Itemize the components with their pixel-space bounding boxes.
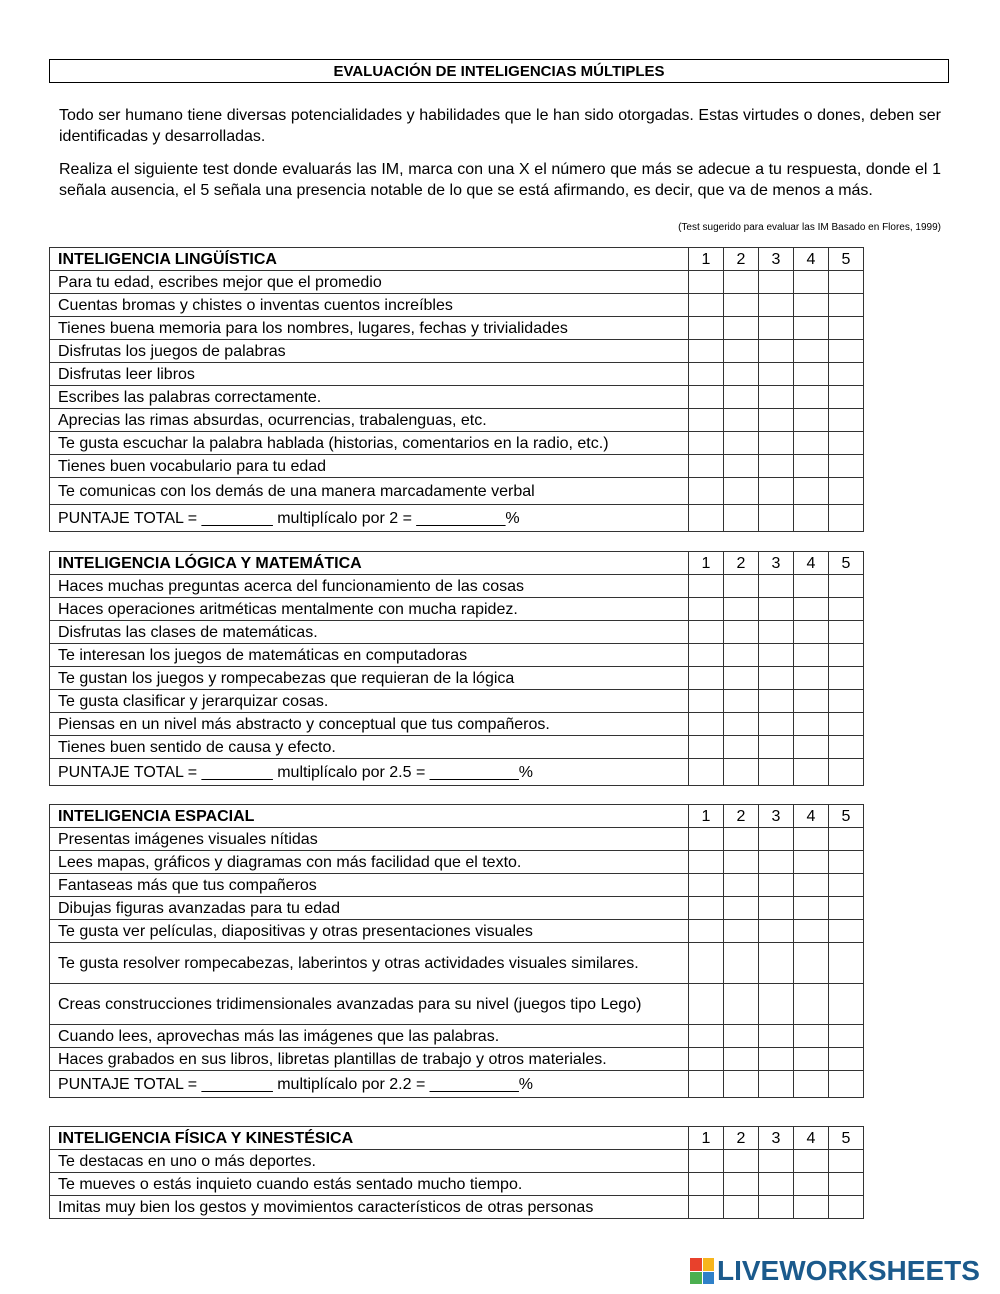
score-cell-5[interactable]: [829, 984, 864, 1025]
question-row: [50, 713, 864, 736]
score-cell-5[interactable]: [829, 920, 864, 943]
score-cell-2[interactable]: [724, 621, 759, 644]
score-cell-3[interactable]: [759, 363, 794, 386]
score-cell-5[interactable]: [829, 736, 864, 759]
table-logica-matematica: [49, 551, 864, 786]
question-row: [50, 478, 864, 505]
score-cell-1[interactable]: [689, 621, 724, 644]
score-cell-3[interactable]: [759, 455, 794, 478]
score-cell-1[interactable]: [689, 409, 724, 432]
section-title: INTELIGENCIA LINGÜÍSTICA: [50, 248, 689, 271]
question-text: Te gusta resolver rompecabezas, laberintos y otras actividades visuales similares.: [50, 943, 689, 984]
score-cell-2[interactable]: [724, 271, 759, 294]
score-cell-5[interactable]: [829, 317, 864, 340]
question-row: [50, 1173, 864, 1196]
score-cell-4[interactable]: [794, 1196, 829, 1219]
question-row: [50, 828, 864, 851]
score-cell-1[interactable]: [689, 713, 724, 736]
score-cell-1[interactable]: [689, 828, 724, 851]
score-cell-2[interactable]: [724, 294, 759, 317]
total-score-text[interactable]: PUNTAJE TOTAL = ________ multiplícalo por 2 = __________%: [50, 505, 689, 532]
empty-cell: [689, 1071, 724, 1098]
score-cell-4[interactable]: [794, 920, 829, 943]
logo-text: LIVEWORKSHEETS: [717, 1255, 980, 1286]
score-cell-3[interactable]: [759, 828, 794, 851]
score-cell-4[interactable]: [794, 478, 829, 505]
score-cell-1[interactable]: [689, 1150, 724, 1173]
score-cell-1[interactable]: [689, 690, 724, 713]
scale-header-3: 3: [759, 248, 794, 271]
total-score-text[interactable]: PUNTAJE TOTAL = ________ multiplícalo por 2.2 = __________%: [50, 1071, 689, 1098]
question-text: Creas construcciones tridimensionales avanzadas para su nivel (juegos tipo Lego): [50, 984, 689, 1025]
score-cell-1[interactable]: [689, 736, 724, 759]
question-row: [50, 874, 864, 897]
question-row: [50, 363, 864, 386]
score-cell-2[interactable]: [724, 317, 759, 340]
score-cell-4[interactable]: [794, 1150, 829, 1173]
table-fisica-kinestesica: [49, 1126, 864, 1219]
question-row: [50, 575, 864, 598]
score-cell-3[interactable]: [759, 575, 794, 598]
empty-cell: [689, 505, 724, 532]
scale-header-2: 2: [724, 552, 759, 575]
score-cell-2[interactable]: [724, 1150, 759, 1173]
question-text: Haces grabados en sus libros, libretas plantillas de trabajo y otros materiales.: [50, 1048, 689, 1071]
scale-header-4: 4: [794, 805, 829, 828]
score-cell-5[interactable]: [829, 271, 864, 294]
score-cell-2[interactable]: [724, 984, 759, 1025]
empty-cell: [724, 1071, 759, 1098]
score-cell-3[interactable]: [759, 317, 794, 340]
score-cell-2[interactable]: [724, 1048, 759, 1071]
question-row: [50, 920, 864, 943]
empty-cell: [794, 505, 829, 532]
question-text: Dibujas figuras avanzadas para tu edad: [50, 897, 689, 920]
score-cell-1[interactable]: [689, 851, 724, 874]
score-cell-5[interactable]: [829, 1025, 864, 1048]
score-cell-4[interactable]: [794, 317, 829, 340]
score-cell-2[interactable]: [724, 455, 759, 478]
score-cell-4[interactable]: [794, 294, 829, 317]
question-text: Te mueves o estás inquieto cuando estás sentado mucho tiempo.: [50, 1173, 689, 1196]
question-row: [50, 340, 864, 363]
score-cell-2[interactable]: [724, 644, 759, 667]
score-cell-4[interactable]: [794, 363, 829, 386]
score-cell-3[interactable]: [759, 736, 794, 759]
score-cell-5[interactable]: [829, 575, 864, 598]
score-cell-4[interactable]: [794, 690, 829, 713]
score-cell-2[interactable]: [724, 736, 759, 759]
question-text: Para tu edad, escribes mejor que el promedio: [50, 271, 689, 294]
score-cell-3[interactable]: [759, 1196, 794, 1219]
score-cell-1[interactable]: [689, 984, 724, 1025]
score-cell-1[interactable]: [689, 386, 724, 409]
score-cell-5[interactable]: [829, 690, 864, 713]
score-cell-2[interactable]: [724, 1196, 759, 1219]
empty-cell: [829, 505, 864, 532]
score-cell-2[interactable]: [724, 575, 759, 598]
question-row: [50, 943, 864, 984]
score-cell-4[interactable]: [794, 455, 829, 478]
score-cell-5[interactable]: [829, 1150, 864, 1173]
score-cell-4[interactable]: [794, 598, 829, 621]
section-title: INTELIGENCIA LÓGICA Y MATEMÁTICA: [50, 552, 689, 575]
empty-cell: [794, 759, 829, 786]
score-cell-3[interactable]: [759, 340, 794, 363]
question-text: Te gusta ver películas, diapositivas y otras presentaciones visuales: [50, 920, 689, 943]
question-text: Fantaseas más que tus compañeros: [50, 874, 689, 897]
question-text: Disfrutas las clases de matemáticas.: [50, 621, 689, 644]
score-cell-4[interactable]: [794, 713, 829, 736]
score-cell-4[interactable]: [794, 1173, 829, 1196]
score-cell-1[interactable]: [689, 1048, 724, 1071]
empty-cell: [759, 1071, 794, 1098]
score-cell-4[interactable]: [794, 736, 829, 759]
question-row: [50, 1196, 864, 1219]
score-cell-1[interactable]: [689, 1025, 724, 1048]
question-text: Disfrutas los juegos de palabras: [50, 340, 689, 363]
scale-header-3: 3: [759, 1127, 794, 1150]
score-cell-2[interactable]: [724, 598, 759, 621]
scale-header-3: 3: [759, 805, 794, 828]
scale-header-5: 5: [829, 1127, 864, 1150]
intro-paragraph-2: Realiza el siguiente test donde evaluarás las IM, marca con una X el número que más se adecue a tu respuesta, donde el 1 señala ausencia, el 5 señala una presencia notable de lo que se está afirmando, es decir, que va de menos a más.: [59, 161, 941, 199]
score-cell-4[interactable]: [794, 874, 829, 897]
score-cell-1[interactable]: [689, 943, 724, 984]
score-cell-3[interactable]: [759, 409, 794, 432]
question-text: Escribes las palabras correctamente.: [50, 386, 689, 409]
score-cell-4[interactable]: [794, 340, 829, 363]
score-cell-3[interactable]: [759, 874, 794, 897]
question-row: [50, 984, 864, 1025]
score-cell-2[interactable]: [724, 667, 759, 690]
scale-header-3: 3: [759, 552, 794, 575]
question-text: Haces muchas preguntas acerca del funcionamiento de las cosas: [50, 575, 689, 598]
score-cell-5[interactable]: [829, 432, 864, 455]
score-cell-3[interactable]: [759, 621, 794, 644]
question-text: Cuentas bromas y chistes o inventas cuentos increíbles: [50, 294, 689, 317]
logo-square: [703, 1272, 715, 1285]
score-cell-4[interactable]: [794, 409, 829, 432]
score-cell-5[interactable]: [829, 294, 864, 317]
empty-cell: [724, 505, 759, 532]
question-text: Piensas en un nivel más abstracto y conceptual que tus compañeros.: [50, 713, 689, 736]
empty-cell: [759, 505, 794, 532]
score-cell-3[interactable]: [759, 1173, 794, 1196]
logo-square: [690, 1272, 702, 1285]
scale-header-5: 5: [829, 248, 864, 271]
scale-header-4: 4: [794, 1127, 829, 1150]
score-cell-5[interactable]: [829, 644, 864, 667]
score-cell-4[interactable]: [794, 271, 829, 294]
score-cell-3[interactable]: [759, 294, 794, 317]
score-cell-5[interactable]: [829, 897, 864, 920]
table-espacial: [49, 804, 864, 1098]
score-cell-1[interactable]: [689, 874, 724, 897]
question-text: Presentas imágenes visuales nítidas: [50, 828, 689, 851]
score-cell-2[interactable]: [724, 920, 759, 943]
section-title: INTELIGENCIA FÍSICA Y KINESTÉSICA: [50, 1127, 689, 1150]
empty-cell: [689, 759, 724, 786]
score-cell-3[interactable]: [759, 1150, 794, 1173]
score-cell-3[interactable]: [759, 713, 794, 736]
score-cell-4[interactable]: [794, 432, 829, 455]
scale-header-1: 1: [689, 805, 724, 828]
question-row: [50, 409, 864, 432]
score-cell-1[interactable]: [689, 667, 724, 690]
score-cell-2[interactable]: [724, 690, 759, 713]
score-cell-2[interactable]: [724, 340, 759, 363]
table-linguistica: [49, 247, 864, 532]
total-score-text[interactable]: PUNTAJE TOTAL = ________ multiplícalo por 2.5 = __________%: [50, 759, 689, 786]
logo-icon: [690, 1258, 714, 1284]
score-cell-5[interactable]: [829, 409, 864, 432]
score-cell-4[interactable]: [794, 984, 829, 1025]
score-cell-4[interactable]: [794, 851, 829, 874]
scale-header-1: 1: [689, 552, 724, 575]
score-cell-1[interactable]: [689, 897, 724, 920]
scale-header-2: 2: [724, 1127, 759, 1150]
score-cell-4[interactable]: [794, 897, 829, 920]
question-row: [50, 432, 864, 455]
score-cell-1[interactable]: [689, 455, 724, 478]
question-row: [50, 386, 864, 409]
liveworksheets-logo: [690, 1255, 980, 1287]
question-text: Te destacas en uno o más deportes.: [50, 1150, 689, 1173]
score-cell-3[interactable]: [759, 598, 794, 621]
question-row: [50, 598, 864, 621]
score-cell-2[interactable]: [724, 828, 759, 851]
score-cell-5[interactable]: [829, 363, 864, 386]
score-cell-5[interactable]: [829, 1048, 864, 1071]
score-cell-1[interactable]: [689, 432, 724, 455]
question-text: Te gustan los juegos y rompecabezas que requieran de la lógica: [50, 667, 689, 690]
score-cell-5[interactable]: [829, 851, 864, 874]
question-row: [50, 690, 864, 713]
question-row: [50, 1150, 864, 1173]
score-cell-1[interactable]: [689, 317, 724, 340]
question-text: Lees mapas, gráficos y diagramas con más facilidad que el texto.: [50, 851, 689, 874]
score-cell-2[interactable]: [724, 1173, 759, 1196]
score-cell-3[interactable]: [759, 644, 794, 667]
score-cell-3[interactable]: [759, 478, 794, 505]
logo-square: [690, 1258, 702, 1271]
question-text: Aprecias las rimas absurdas, ocurrencias, trabalenguas, etc.: [50, 409, 689, 432]
scale-header-1: 1: [689, 248, 724, 271]
score-cell-1[interactable]: [689, 598, 724, 621]
empty-cell: [794, 1071, 829, 1098]
score-cell-3[interactable]: [759, 943, 794, 984]
score-cell-1[interactable]: [689, 478, 724, 505]
empty-cell: [724, 759, 759, 786]
score-cell-1[interactable]: [689, 920, 724, 943]
total-row: [50, 1071, 864, 1098]
score-cell-4[interactable]: [794, 644, 829, 667]
score-cell-3[interactable]: [759, 690, 794, 713]
score-cell-5[interactable]: [829, 667, 864, 690]
question-row: [50, 317, 864, 340]
question-row: [50, 736, 864, 759]
score-cell-2[interactable]: [724, 386, 759, 409]
score-cell-5[interactable]: [829, 621, 864, 644]
question-row: [50, 1048, 864, 1071]
total-row: [50, 505, 864, 532]
empty-cell: [829, 1071, 864, 1098]
score-cell-3[interactable]: [759, 386, 794, 409]
question-text: Tienes buena memoria para los nombres, lugares, fechas y trivialidades: [50, 317, 689, 340]
score-cell-2[interactable]: [724, 1025, 759, 1048]
question-text: Te comunicas con los demás de una manera marcadamente verbal: [50, 478, 689, 505]
score-cell-2[interactable]: [724, 897, 759, 920]
section-title: INTELIGENCIA ESPACIAL: [50, 805, 689, 828]
question-row: [50, 897, 864, 920]
score-cell-1[interactable]: [689, 271, 724, 294]
question-row: [50, 271, 864, 294]
score-cell-5[interactable]: [829, 455, 864, 478]
score-cell-5[interactable]: [829, 943, 864, 984]
question-text: Te gusta clasificar y jerarquizar cosas.: [50, 690, 689, 713]
score-cell-2[interactable]: [724, 478, 759, 505]
question-text: Haces operaciones aritméticas mentalmente con mucha rapidez.: [50, 598, 689, 621]
question-text: Tienes buen vocabulario para tu edad: [50, 455, 689, 478]
document-title: EVALUACIÓN DE INTELIGENCIAS MÚLTIPLES: [49, 59, 949, 83]
score-cell-4[interactable]: [794, 828, 829, 851]
score-cell-1[interactable]: [689, 340, 724, 363]
total-row: [50, 759, 864, 786]
empty-cell: [829, 759, 864, 786]
question-row: [50, 294, 864, 317]
score-cell-3[interactable]: [759, 1048, 794, 1071]
scale-header-2: 2: [724, 805, 759, 828]
question-row: [50, 667, 864, 690]
score-cell-5[interactable]: [829, 386, 864, 409]
score-cell-2[interactable]: [724, 713, 759, 736]
score-cell-2[interactable]: [724, 363, 759, 386]
score-cell-2[interactable]: [724, 874, 759, 897]
scale-header-2: 2: [724, 248, 759, 271]
score-cell-4[interactable]: [794, 943, 829, 984]
score-cell-1[interactable]: [689, 644, 724, 667]
question-row: [50, 644, 864, 667]
score-cell-5[interactable]: [829, 340, 864, 363]
scale-header-4: 4: [794, 248, 829, 271]
question-text: Tienes buen sentido de causa y efecto.: [50, 736, 689, 759]
score-cell-5[interactable]: [829, 1196, 864, 1219]
score-cell-3[interactable]: [759, 897, 794, 920]
score-cell-5[interactable]: [829, 874, 864, 897]
score-cell-5[interactable]: [829, 1173, 864, 1196]
score-cell-2[interactable]: [724, 432, 759, 455]
score-cell-3[interactable]: [759, 851, 794, 874]
score-cell-1[interactable]: [689, 1173, 724, 1196]
score-cell-3[interactable]: [759, 271, 794, 294]
score-cell-3[interactable]: [759, 984, 794, 1025]
score-cell-1[interactable]: [689, 575, 724, 598]
question-text: Cuando lees, aprovechas más las imágenes que las palabras.: [50, 1025, 689, 1048]
logo-square: [703, 1258, 715, 1271]
intro-paragraph-1: Todo ser humano tiene diversas potencialidades y habilidades que le han sido otorgadas. Estas virtudes o dones, deben ser identificadas y desarrolladas.: [59, 107, 941, 145]
scale-header-5: 5: [829, 552, 864, 575]
question-text: Te interesan los juegos de matemáticas en computadoras: [50, 644, 689, 667]
empty-cell: [759, 759, 794, 786]
score-cell-2[interactable]: [724, 943, 759, 984]
question-row: [50, 1025, 864, 1048]
score-cell-4[interactable]: [794, 667, 829, 690]
question-text: Imitas muy bien los gestos y movimientos característicos de otras personas: [50, 1196, 689, 1219]
score-cell-5[interactable]: [829, 828, 864, 851]
score-cell-4[interactable]: [794, 1025, 829, 1048]
score-cell-1[interactable]: [689, 1196, 724, 1219]
scale-header-1: 1: [689, 1127, 724, 1150]
question-row: [50, 455, 864, 478]
score-cell-4[interactable]: [794, 575, 829, 598]
score-cell-2[interactable]: [724, 851, 759, 874]
score-cell-1[interactable]: [689, 363, 724, 386]
question-row: [50, 621, 864, 644]
source-note: (Test sugerido para evaluar las IM Basado en Flores, 1999): [678, 222, 941, 233]
score-cell-5[interactable]: [829, 478, 864, 505]
score-cell-1[interactable]: [689, 294, 724, 317]
score-cell-3[interactable]: [759, 1025, 794, 1048]
score-cell-3[interactable]: [759, 432, 794, 455]
score-cell-5[interactable]: [829, 598, 864, 621]
score-cell-4[interactable]: [794, 1048, 829, 1071]
score-cell-4[interactable]: [794, 386, 829, 409]
scale-header-5: 5: [829, 805, 864, 828]
score-cell-4[interactable]: [794, 621, 829, 644]
question-row: [50, 851, 864, 874]
score-cell-3[interactable]: [759, 667, 794, 690]
question-text: Te gusta escuchar la palabra hablada (historias, comentarios en la radio, etc.): [50, 432, 689, 455]
scale-header-4: 4: [794, 552, 829, 575]
question-text: Disfrutas leer libros: [50, 363, 689, 386]
score-cell-5[interactable]: [829, 713, 864, 736]
score-cell-3[interactable]: [759, 920, 794, 943]
score-cell-2[interactable]: [724, 409, 759, 432]
